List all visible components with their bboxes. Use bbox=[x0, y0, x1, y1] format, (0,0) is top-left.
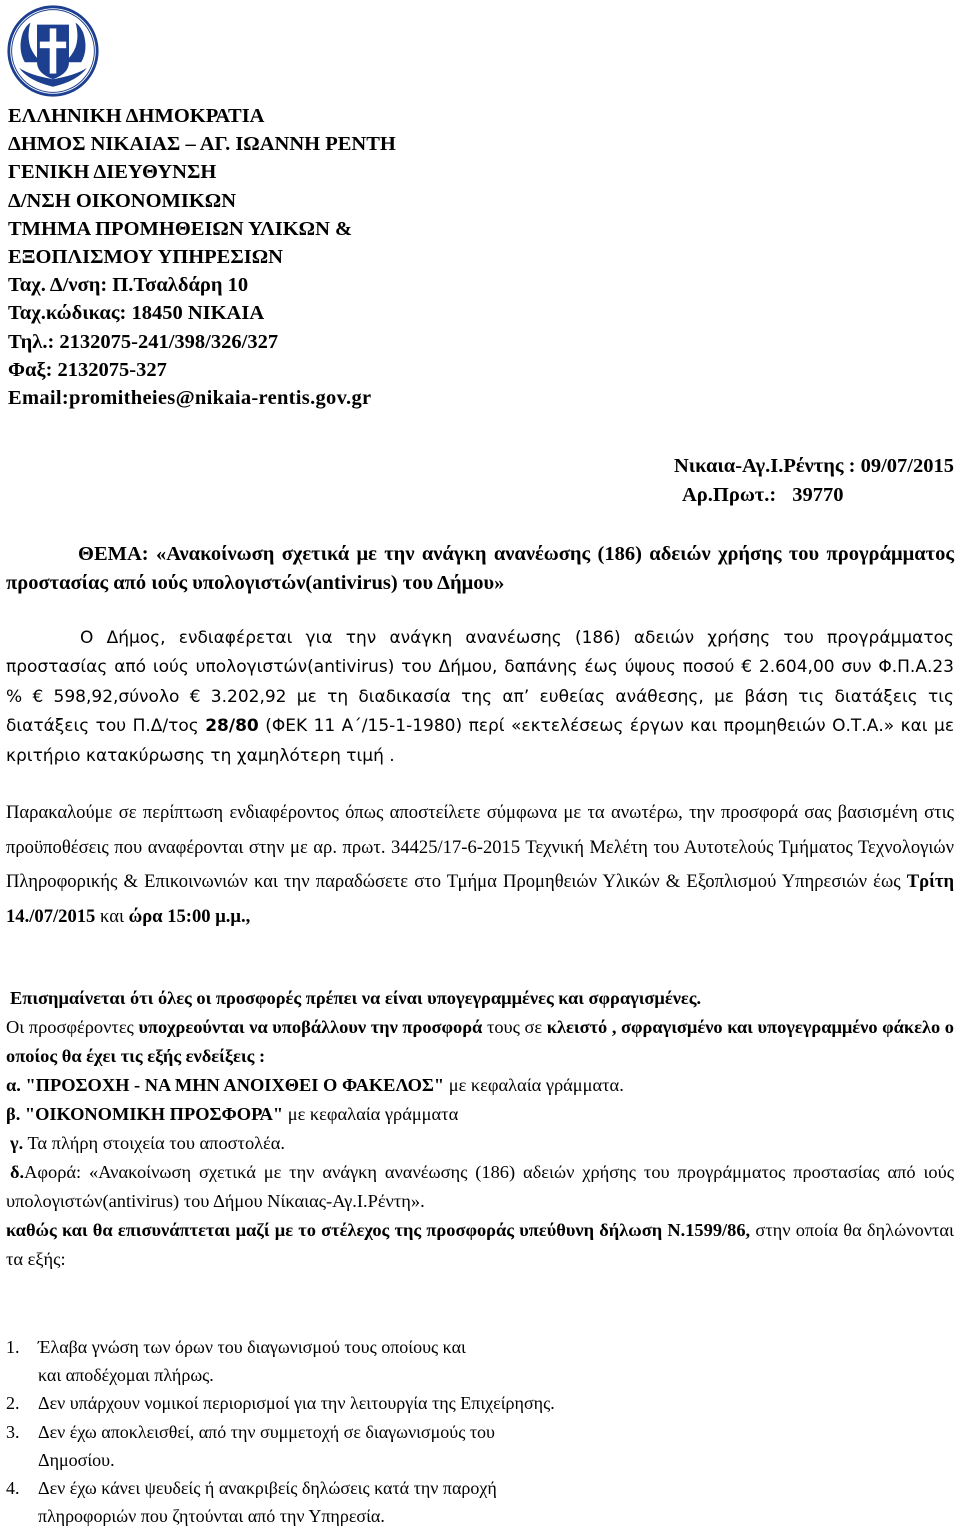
list-item bbox=[6, 1389, 946, 1417]
header-country: ΕΛΛΗΝΙΚΗ ΔΗΜΟΚΡΑΤΙΑ bbox=[8, 105, 265, 127]
envelope-mark-a-label: α. "ΠΡΟΣΟΧΗ - ΝΑ ΜΗΝ ΑΝΟΙΧΘΕΙ Ο ΦΑΚΕΛΟΣ" bbox=[6, 1075, 445, 1095]
deadline-day: Τρίτη 14./07/2015 bbox=[6, 871, 954, 927]
list-item bbox=[6, 1333, 946, 1389]
intro-paragraph bbox=[6, 624, 954, 771]
declaration-requirement-bold: καθώς και θα επισυνάπτεται μαζί με το στέλεχος της προσφοράς υπεύθυνη δήλωση Ν.1599/86, bbox=[6, 1220, 751, 1240]
requirements-section bbox=[6, 984, 954, 1274]
declaration-requirement-text: στην οποία θα δηλώνονται τα εξής: bbox=[6, 1220, 954, 1269]
submission-paragraph bbox=[6, 796, 954, 934]
declaration-requirement bbox=[6, 1216, 954, 1274]
envelope-mark-c bbox=[10, 1129, 954, 1158]
offer-mid: τους σε bbox=[486, 1017, 543, 1037]
protocol-label: Αρ.Πρωτ.: bbox=[682, 484, 777, 506]
envelope-mark-c-text: Τα πλήρη στοιχεία του αποστολέα. bbox=[27, 1133, 286, 1153]
header-fax: Φαξ: 2132075-327 bbox=[8, 358, 167, 381]
list-item-number: 4. bbox=[6, 1478, 20, 1499]
list-item bbox=[6, 1418, 946, 1474]
deadline-time: ώρα 15:00 μ.μ., bbox=[128, 905, 251, 927]
envelope-mark-b-text: με κεφαλαία γράμματα bbox=[287, 1104, 459, 1124]
list-item-text-cont: Δημοσίου. bbox=[38, 1449, 115, 1470]
document-date: Νικαια-Αγ.Ι.Ρέντης : 09/07/2015 bbox=[674, 455, 954, 477]
list-item-number: 3. bbox=[6, 1421, 20, 1442]
declaration-list bbox=[6, 1333, 946, 1530]
envelope-mark-d-label: δ. bbox=[10, 1162, 25, 1182]
offer-intro: Οι προσφέροντες bbox=[6, 1017, 134, 1037]
deadline-connector: και bbox=[100, 905, 124, 927]
list-item-text: Δεν έχω κάνει ψευδείς ή ανακριβείς δηλώσεις κατά την παροχή bbox=[38, 1478, 497, 1499]
list-item-text-cont: και αποδέχομαι πλήρως. bbox=[38, 1365, 214, 1386]
sender-header bbox=[8, 102, 396, 412]
intro-text-part2: (ΦΕΚ 11 Α΄/15-1-1980) περί «εκτελέσεως έργων και προμηθειών Ο.Τ.Α.» και με κριτήριο κατακύρωσης τη χαμηλότερη τιμή . bbox=[6, 716, 955, 766]
envelope-mark-b-label: β. "ΟΙΚΟΝΟΜΙΚΗ ΠΡΟΣΦΟΡΑ" bbox=[6, 1104, 284, 1124]
signature-notice-text: Επισημαίνεται ότι όλες οι προσφορές πρέπει να είναι υπογεγραμμένες και σφραγισμένες. bbox=[10, 988, 702, 1008]
envelope-mark-d bbox=[6, 1158, 954, 1216]
list-item-text: Δεν υπάρχουν νομικοί περιορισμοί για την λειτουργία της Επιχείρησης. bbox=[38, 1393, 555, 1414]
protocol-number bbox=[682, 484, 843, 507]
header-municipality: ΔΗΜΟΣ ΝΙΚΑΙΑΣ – ΑΓ. ΙΩΑΝΝΗ ΡΕΝΤΗ bbox=[8, 133, 396, 156]
decree-number: 28/80 bbox=[205, 716, 259, 737]
greek-state-emblem-icon bbox=[6, 4, 100, 98]
list-item-text-cont: πληροφοριών που ζητούνται από την Υπηρεσία. bbox=[38, 1506, 385, 1527]
subject-block bbox=[6, 540, 954, 598]
envelope-mark-a bbox=[6, 1071, 954, 1100]
header-address: Ταχ. Δ/νση: Π.Τσαλδάρη 10 bbox=[8, 274, 249, 297]
header-financial-directorate: Δ/ΝΣΗ ΟΙΚΟΝΟΜΙΚΩΝ bbox=[8, 189, 237, 212]
list-item bbox=[6, 1474, 946, 1530]
envelope-description: κλειστό , σφραγισμένο και υπογεγραμμένο φάκελο ο οποίος θα έχει τις εξής ενδείξεις : bbox=[6, 1017, 954, 1066]
envelope-mark-d-text: Αφορά: «Ανακοίνωση σχετικά με την ανάγκη ανανέωσης (186) αδειών χρήσης του προγράμματος προστασίας από ιούς υπολογιστών(antivirus) του Δήμου Νίκαιας-Αγ.Ι.Ρέντη». bbox=[6, 1162, 954, 1211]
signature-notice bbox=[10, 984, 954, 1013]
subject-text: «Ανακοίνωση σχετικά με την ανάγκη ανανέωσης (186) αδειών χρήσης του προγράμματος προστασίας από ιούς υπολογιστών(antivirus) του Δήμου» bbox=[6, 543, 954, 594]
envelope-mark-a-text: με κεφαλαία γράμματα. bbox=[448, 1075, 624, 1095]
envelope-mark-c-label: γ. bbox=[10, 1133, 24, 1153]
subject-label: ΘΕΜΑ: bbox=[78, 543, 149, 565]
envelope-mark-b bbox=[6, 1100, 954, 1129]
list-item-text: Δεν έχω αποκλεισθεί, από την συμμετοχή σε διαγωνισμούς του bbox=[38, 1421, 495, 1442]
header-postal-code: Ταχ.κώδικας: 18450 ΝΙΚΑΙΑ bbox=[8, 302, 265, 325]
header-email: Email:promitheies@nikaia-rentis.gov.gr bbox=[8, 387, 372, 410]
header-department-line2: ΕΞΟΠΛΙΣΜΟΥ ΥΠΗΡΕΣΙΩΝ bbox=[8, 246, 283, 269]
offer-obligation: υποχρεούνται να υποβάλλουν την προσφορά bbox=[138, 1017, 483, 1037]
intro-text-part1: Ο Δήμος, ενδιαφέρεται για την ανάγκη ανανέωσης (186) αδειών χρήσης του προγράμματος προστασίας από ιούς υπολογιστών(antivirus) του Δήμου, δαπάνης έως ύψους ποσού € 2.604,00 συν Φ.Π.Α.23 % € 598,92,σύνολο € 3.202,92 με τη διαδικασία της απ’ ευθείας ανάθεσης, με βάση τις διατάξεις τις διατάξεις του Π.Δ/τος bbox=[6, 628, 954, 737]
list-item-text: Έλαβα γνώση των όρων του διαγωνισμού τους οποίους και bbox=[38, 1337, 466, 1357]
header-phone: Τηλ.: 2132075-241/398/326/327 bbox=[8, 330, 279, 353]
header-general-directorate: ΓΕΝΙΚΗ ΔΙΕΥΘΥΝΣΗ bbox=[8, 161, 217, 184]
list-item-number: 1. bbox=[6, 1337, 20, 1357]
list-item-number: 2. bbox=[6, 1393, 20, 1414]
envelope-requirement bbox=[6, 1013, 954, 1071]
header-department-line1: ΤΜΗΜΑ ΠΡΟΜΗΘΕΙΩΝ ΥΛΙΚΩΝ & bbox=[8, 217, 353, 240]
submission-text: Παρακαλούμε σε περίπτωση ενδιαφέροντος όπως αποστείλετε σύμφωνα με τα ανωτέρω, την προσφορά σας βασισμένη στις προϋποθέσεις που αναφέρονται στην με αρ. πρωτ. 34425/17-6-2015 Τεχνική Μελέτη του Αυτοτελούς Τμήματος Τεχνολογιών Πληροφορικής & Επικοινωνιών και την παραδώσετε στο Τμήμα Προμηθειών Υλικών & Εξοπλισμού Υπηρεσιών έως bbox=[6, 802, 954, 892]
protocol-value: 39770 bbox=[792, 484, 844, 506]
